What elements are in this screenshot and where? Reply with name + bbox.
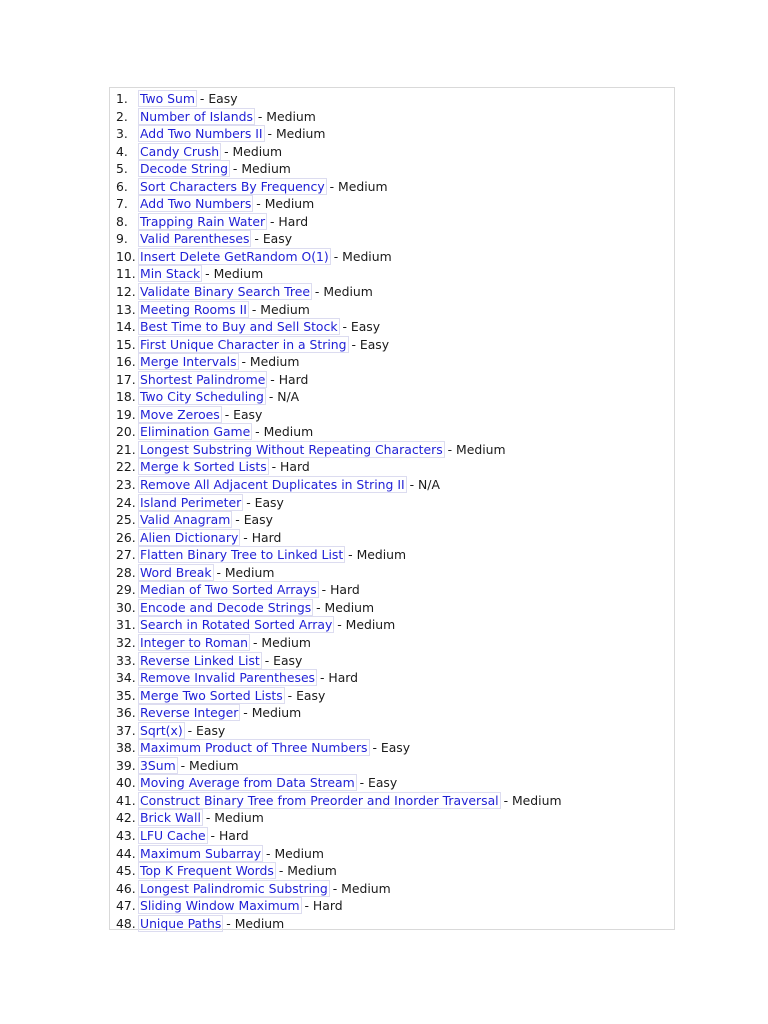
problem-link[interactable]: Sort Characters By Frequency bbox=[140, 178, 325, 194]
item-number: 7. bbox=[116, 196, 128, 212]
separator: - bbox=[263, 126, 276, 142]
difficulty-label: Easy bbox=[296, 687, 326, 703]
list-item bbox=[110, 845, 674, 863]
item-content bbox=[139, 915, 284, 933]
problem-link[interactable]: Encode and Decode Strings bbox=[140, 599, 312, 615]
difficulty-label: Hard bbox=[278, 371, 309, 387]
problem-link[interactable]: Island Perimeter bbox=[140, 494, 242, 510]
difficulty-label: Easy bbox=[359, 336, 390, 352]
item-content bbox=[139, 195, 314, 213]
problem-link[interactable]: Longest Substring Without Repeating Characters bbox=[140, 441, 443, 457]
list-item bbox=[110, 353, 674, 371]
separator: - bbox=[220, 143, 233, 159]
separator: - bbox=[329, 248, 343, 264]
list-item bbox=[110, 476, 674, 494]
list-item bbox=[110, 546, 674, 564]
item-number: 33. bbox=[116, 652, 136, 668]
list-item bbox=[110, 441, 674, 459]
item-number: 13. bbox=[116, 301, 136, 317]
problem-link[interactable]: Two Sum bbox=[140, 91, 195, 106]
item-content bbox=[139, 897, 343, 915]
list-item bbox=[110, 108, 674, 126]
separator: - bbox=[300, 898, 313, 914]
problem-link[interactable]: Min Stack bbox=[140, 266, 201, 282]
list-item bbox=[110, 739, 674, 757]
problem-link[interactable]: Moving Average from Data Stream bbox=[140, 775, 355, 791]
problem-link[interactable]: Top K Frequent Words bbox=[140, 863, 274, 879]
list-item bbox=[110, 318, 674, 336]
list-item bbox=[110, 423, 674, 441]
item-content bbox=[139, 704, 301, 722]
list-item bbox=[110, 774, 674, 792]
separator: - bbox=[250, 231, 263, 247]
list-item bbox=[110, 915, 674, 933]
separator: - bbox=[266, 213, 279, 229]
list-item bbox=[110, 125, 674, 143]
item-number: 34. bbox=[116, 670, 136, 686]
problem-link[interactable]: Word Break bbox=[140, 564, 212, 580]
item-number: 19. bbox=[116, 406, 136, 422]
list-item bbox=[110, 581, 674, 599]
problem-link[interactable]: Add Two Numbers II bbox=[140, 126, 263, 142]
item-number: 9. bbox=[116, 231, 128, 247]
item-content bbox=[139, 301, 310, 319]
difficulty-label: Medium bbox=[342, 248, 392, 264]
list-item bbox=[110, 265, 674, 283]
item-content bbox=[139, 248, 392, 266]
difficulty-label: Hard bbox=[251, 529, 282, 545]
item-number: 41. bbox=[116, 792, 136, 808]
separator: - bbox=[249, 634, 262, 650]
item-content bbox=[139, 809, 264, 827]
problem-link[interactable]: Merge Two Sorted Lists bbox=[140, 687, 283, 703]
difficulty-label: Medium bbox=[511, 792, 562, 808]
item-content bbox=[139, 581, 360, 599]
separator: - bbox=[237, 354, 250, 370]
problem-link[interactable]: Move Zeroes bbox=[140, 406, 220, 422]
difficulty-label: Medium bbox=[345, 617, 396, 633]
separator: - bbox=[347, 336, 360, 352]
item-content bbox=[139, 108, 316, 126]
item-content bbox=[139, 757, 239, 775]
item-number: 28. bbox=[116, 564, 136, 580]
problem-link[interactable]: Alien Dictionary bbox=[140, 529, 239, 545]
item-number: 29. bbox=[116, 582, 136, 598]
item-content bbox=[139, 160, 291, 178]
difficulty-label: Medium bbox=[323, 284, 373, 300]
separator: - bbox=[242, 494, 255, 510]
item-number: 14. bbox=[116, 319, 136, 335]
problem-link[interactable]: Merge Intervals bbox=[140, 354, 237, 370]
list-item bbox=[110, 757, 674, 775]
problem-link[interactable]: Remove Invalid Parentheses bbox=[140, 670, 316, 686]
item-number: 4. bbox=[116, 143, 128, 159]
difficulty-label: Easy bbox=[254, 494, 284, 510]
item-content bbox=[139, 476, 440, 494]
list-item bbox=[110, 230, 674, 248]
item-content bbox=[139, 792, 562, 810]
difficulty-label: Medium bbox=[224, 564, 275, 580]
item-content bbox=[139, 265, 263, 283]
item-number: 10. bbox=[116, 248, 136, 264]
separator: - bbox=[201, 810, 215, 826]
item-content bbox=[139, 599, 374, 617]
difficulty-label: Medium bbox=[189, 757, 239, 773]
separator: - bbox=[368, 740, 381, 756]
item-content bbox=[139, 845, 324, 863]
item-content bbox=[139, 669, 358, 687]
problem-link[interactable]: Maximum Subarray bbox=[140, 845, 262, 861]
difficulty-label: Medium bbox=[324, 599, 375, 615]
item-content bbox=[139, 90, 238, 108]
separator: - bbox=[274, 863, 288, 879]
separator: - bbox=[247, 301, 261, 317]
item-number: 38. bbox=[116, 740, 136, 756]
problem-link[interactable]: Trapping Rain Water bbox=[140, 213, 266, 229]
item-number: 39. bbox=[116, 757, 136, 773]
separator: - bbox=[499, 792, 512, 808]
difficulty-label: Easy bbox=[243, 512, 273, 528]
list-item bbox=[110, 652, 674, 670]
list-item bbox=[110, 494, 674, 512]
item-number: 47. bbox=[116, 898, 136, 914]
list-item bbox=[110, 616, 674, 634]
problem-link[interactable]: Two City Scheduling bbox=[140, 389, 264, 405]
separator: - bbox=[264, 389, 278, 405]
problem-link[interactable]: Decode String bbox=[140, 161, 228, 177]
separator: - bbox=[344, 547, 357, 563]
separator: - bbox=[338, 319, 351, 335]
item-content bbox=[139, 511, 273, 529]
item-number: 5. bbox=[116, 161, 128, 177]
separator: - bbox=[312, 599, 325, 615]
difficulty-label: Hard bbox=[328, 670, 359, 686]
separator: - bbox=[239, 705, 252, 721]
item-number: 22. bbox=[116, 459, 136, 475]
item-content bbox=[139, 774, 397, 792]
difficulty-label: Medium bbox=[356, 547, 407, 563]
item-number: 32. bbox=[116, 634, 136, 650]
difficulty-label: Easy bbox=[262, 231, 293, 247]
item-content bbox=[139, 423, 313, 441]
item-number: 31. bbox=[116, 617, 136, 633]
difficulty-label: Medium bbox=[456, 441, 506, 457]
difficulty-label: Medium bbox=[261, 634, 311, 650]
item-number: 35. bbox=[116, 687, 136, 703]
difficulty-label: Medium bbox=[260, 301, 310, 317]
separator: - bbox=[333, 617, 346, 633]
problem-link[interactable]: Reverse Integer bbox=[140, 705, 239, 721]
problem-link[interactable]: Median of Two Sorted Arrays bbox=[140, 582, 317, 598]
problem-link[interactable]: Unique Paths bbox=[140, 915, 222, 931]
item-content bbox=[139, 125, 325, 143]
list-item bbox=[110, 388, 674, 406]
problem-link[interactable]: Longest Palindromic Substring bbox=[140, 880, 328, 896]
item-number: 18. bbox=[116, 389, 136, 405]
list-item bbox=[110, 687, 674, 705]
item-content bbox=[139, 739, 410, 757]
item-number: 46. bbox=[116, 880, 136, 896]
item-content bbox=[139, 230, 292, 248]
difficulty-label: Easy bbox=[208, 91, 238, 106]
separator: - bbox=[252, 196, 265, 212]
problem-link[interactable]: 3Sum bbox=[140, 757, 176, 773]
item-content bbox=[139, 336, 389, 354]
separator: - bbox=[183, 722, 197, 738]
item-number: 37. bbox=[116, 722, 136, 738]
problem-link[interactable]: Maximum Product of Three Numbers bbox=[140, 740, 368, 756]
problem-link[interactable]: Number of Islands bbox=[140, 108, 253, 124]
difficulty-label: Medium bbox=[234, 915, 285, 931]
item-content bbox=[139, 178, 388, 196]
difficulty-label: Medium bbox=[287, 863, 337, 879]
item-number: 42. bbox=[116, 810, 136, 826]
list-item bbox=[110, 634, 674, 652]
problem-link[interactable]: Validate Binary Search Tree bbox=[140, 284, 310, 300]
difficulty-label: Medium bbox=[232, 143, 283, 159]
item-number: 44. bbox=[116, 845, 136, 861]
list-item bbox=[110, 704, 674, 722]
item-content bbox=[139, 862, 337, 880]
separator: - bbox=[222, 915, 235, 931]
separator: - bbox=[201, 266, 214, 282]
problem-link[interactable]: Elimination Game bbox=[140, 424, 251, 440]
item-content bbox=[139, 283, 373, 301]
problem-link[interactable]: LFU Cache bbox=[140, 827, 206, 843]
problem-link[interactable]: Brick Wall bbox=[140, 810, 201, 826]
list-item bbox=[110, 599, 674, 617]
problem-link[interactable]: Meeting Rooms II bbox=[140, 301, 247, 317]
difficulty-label: Easy bbox=[233, 406, 263, 422]
difficulty-label: Hard bbox=[330, 582, 360, 598]
item-content bbox=[139, 722, 225, 740]
separator: - bbox=[253, 108, 267, 124]
separator: - bbox=[267, 459, 281, 475]
problem-link[interactable]: Insert Delete GetRandom O(1) bbox=[140, 248, 329, 264]
item-content bbox=[139, 143, 282, 161]
list-item bbox=[110, 529, 674, 547]
separator: - bbox=[310, 284, 324, 300]
difficulty-label: Medium bbox=[213, 266, 264, 282]
item-number: 36. bbox=[116, 705, 136, 721]
list-item bbox=[110, 862, 674, 880]
item-number: 23. bbox=[116, 477, 136, 493]
list-item bbox=[110, 722, 674, 740]
separator: - bbox=[317, 582, 331, 598]
list-item bbox=[110, 809, 674, 827]
item-number: 11. bbox=[116, 266, 136, 282]
list-item bbox=[110, 897, 674, 915]
separator: - bbox=[328, 880, 342, 896]
list-item bbox=[110, 371, 674, 389]
list-item bbox=[110, 458, 674, 476]
difficulty-label: N/A bbox=[418, 477, 440, 493]
item-content bbox=[139, 529, 281, 547]
list-item bbox=[110, 827, 674, 845]
difficulty-label: Easy bbox=[380, 740, 411, 756]
list-item bbox=[110, 90, 674, 108]
item-number: 6. bbox=[116, 178, 128, 194]
difficulty-label: Easy bbox=[350, 319, 381, 335]
item-number: 21. bbox=[116, 441, 136, 457]
list-item bbox=[110, 406, 674, 424]
problem-link[interactable]: Merge k Sorted Lists bbox=[140, 459, 267, 475]
list-item bbox=[110, 248, 674, 266]
item-content bbox=[139, 634, 311, 652]
item-number: 45. bbox=[116, 863, 136, 879]
item-number: 1. bbox=[116, 91, 128, 106]
separator: - bbox=[220, 406, 234, 422]
problem-link[interactable]: Add Two Numbers bbox=[140, 196, 252, 212]
difficulty-label: Medium bbox=[249, 354, 300, 370]
difficulty-label: Medium bbox=[338, 178, 388, 194]
difficulty-label: Medium bbox=[251, 705, 302, 721]
separator: - bbox=[443, 441, 457, 457]
item-content bbox=[139, 546, 406, 564]
problem-list-box bbox=[109, 87, 675, 930]
item-number: 2. bbox=[116, 108, 128, 124]
problem-link[interactable]: Search in Rotated Sorted Array bbox=[140, 617, 333, 633]
difficulty-label: Hard bbox=[218, 827, 249, 843]
list-item bbox=[110, 283, 674, 301]
problem-link[interactable]: Best Time to Buy and Sell Stock bbox=[140, 319, 338, 335]
problem-link[interactable]: Flatten Binary Tree to Linked List bbox=[140, 547, 344, 563]
problem-link[interactable]: Integer to Roman bbox=[140, 634, 249, 650]
list-item bbox=[110, 160, 674, 178]
item-number: 26. bbox=[116, 529, 136, 545]
item-content bbox=[139, 318, 380, 336]
separator: - bbox=[231, 512, 244, 528]
item-number: 24. bbox=[116, 494, 136, 510]
item-number: 43. bbox=[116, 827, 136, 843]
separator: - bbox=[325, 178, 339, 194]
separator: - bbox=[316, 670, 329, 686]
list-item bbox=[110, 301, 674, 319]
separator: - bbox=[355, 775, 369, 791]
item-content bbox=[139, 353, 299, 371]
separator: - bbox=[405, 477, 419, 493]
difficulty-label: Easy bbox=[273, 652, 303, 668]
problem-link[interactable]: Candy Crush bbox=[140, 143, 220, 159]
difficulty-label: N/A bbox=[277, 389, 300, 405]
item-number: 8. bbox=[116, 213, 128, 229]
problem-link[interactable]: Valid Anagram bbox=[140, 512, 231, 528]
separator: - bbox=[176, 757, 190, 773]
item-number: 17. bbox=[116, 371, 136, 387]
item-content bbox=[139, 494, 284, 512]
separator: - bbox=[206, 827, 219, 843]
list-item bbox=[110, 564, 674, 582]
item-content bbox=[139, 880, 391, 898]
list-item bbox=[110, 669, 674, 687]
item-number: 3. bbox=[116, 126, 128, 142]
difficulty-label: Easy bbox=[196, 722, 226, 738]
difficulty-label: Medium bbox=[341, 880, 391, 896]
separator: - bbox=[283, 687, 297, 703]
list-item bbox=[110, 143, 674, 161]
item-content bbox=[139, 371, 308, 389]
difficulty-label: Medium bbox=[264, 196, 315, 212]
item-number: 12. bbox=[116, 284, 136, 300]
problem-link[interactable]: Construct Binary Tree from Preorder and Inorder Traversal bbox=[140, 792, 499, 808]
list-item bbox=[110, 195, 674, 213]
item-number: 48. bbox=[116, 915, 136, 931]
difficulty-label: Hard bbox=[312, 898, 343, 914]
separator: - bbox=[266, 371, 279, 387]
difficulty-label: Medium bbox=[263, 424, 314, 440]
difficulty-label: Easy bbox=[368, 775, 398, 791]
item-number: 30. bbox=[116, 599, 136, 615]
difficulty-label: Medium bbox=[266, 108, 316, 124]
separator: - bbox=[239, 529, 252, 545]
list-item bbox=[110, 336, 674, 354]
problem-link[interactable]: Remove All Adjacent Duplicates in String II bbox=[140, 477, 405, 493]
item-content bbox=[139, 388, 299, 406]
separator: - bbox=[228, 161, 242, 177]
item-number: 16. bbox=[116, 354, 136, 370]
difficulty-label: Medium bbox=[274, 845, 324, 861]
problem-link[interactable]: Valid Parentheses bbox=[140, 231, 250, 247]
item-content bbox=[139, 652, 302, 670]
list-item bbox=[110, 792, 674, 810]
separator: - bbox=[212, 564, 225, 580]
item-content bbox=[139, 406, 262, 424]
separator: - bbox=[195, 91, 209, 106]
item-number: 40. bbox=[116, 775, 136, 791]
problem-link[interactable]: Reverse Linked List bbox=[140, 652, 260, 668]
item-content bbox=[139, 687, 325, 705]
difficulty-label: Medium bbox=[241, 161, 291, 177]
item-number: 25. bbox=[116, 512, 136, 528]
difficulty-label: Medium bbox=[275, 126, 326, 142]
difficulty-label: Hard bbox=[280, 459, 310, 475]
item-content bbox=[139, 616, 395, 634]
item-content bbox=[139, 213, 308, 231]
problem-link[interactable]: Sqrt(x) bbox=[140, 722, 183, 738]
list-item bbox=[110, 511, 674, 529]
separator: - bbox=[251, 424, 264, 440]
problem-list bbox=[110, 90, 674, 932]
list-item bbox=[110, 178, 674, 196]
item-content bbox=[139, 827, 249, 845]
item-content bbox=[139, 458, 310, 476]
item-content bbox=[139, 441, 506, 459]
item-number: 15. bbox=[116, 336, 136, 352]
separator: - bbox=[260, 652, 274, 668]
problem-link[interactable]: Sliding Window Maximum bbox=[140, 898, 300, 914]
difficulty-label: Medium bbox=[214, 810, 264, 826]
item-number: 20. bbox=[116, 424, 136, 440]
problem-link[interactable]: First Unique Character in a String bbox=[140, 336, 347, 352]
difficulty-label: Hard bbox=[278, 213, 309, 229]
item-number: 27. bbox=[116, 547, 136, 563]
item-content bbox=[139, 564, 274, 582]
problem-link[interactable]: Shortest Palindrome bbox=[140, 371, 266, 387]
list-item bbox=[110, 213, 674, 231]
separator: - bbox=[262, 845, 275, 861]
list-item bbox=[110, 880, 674, 898]
